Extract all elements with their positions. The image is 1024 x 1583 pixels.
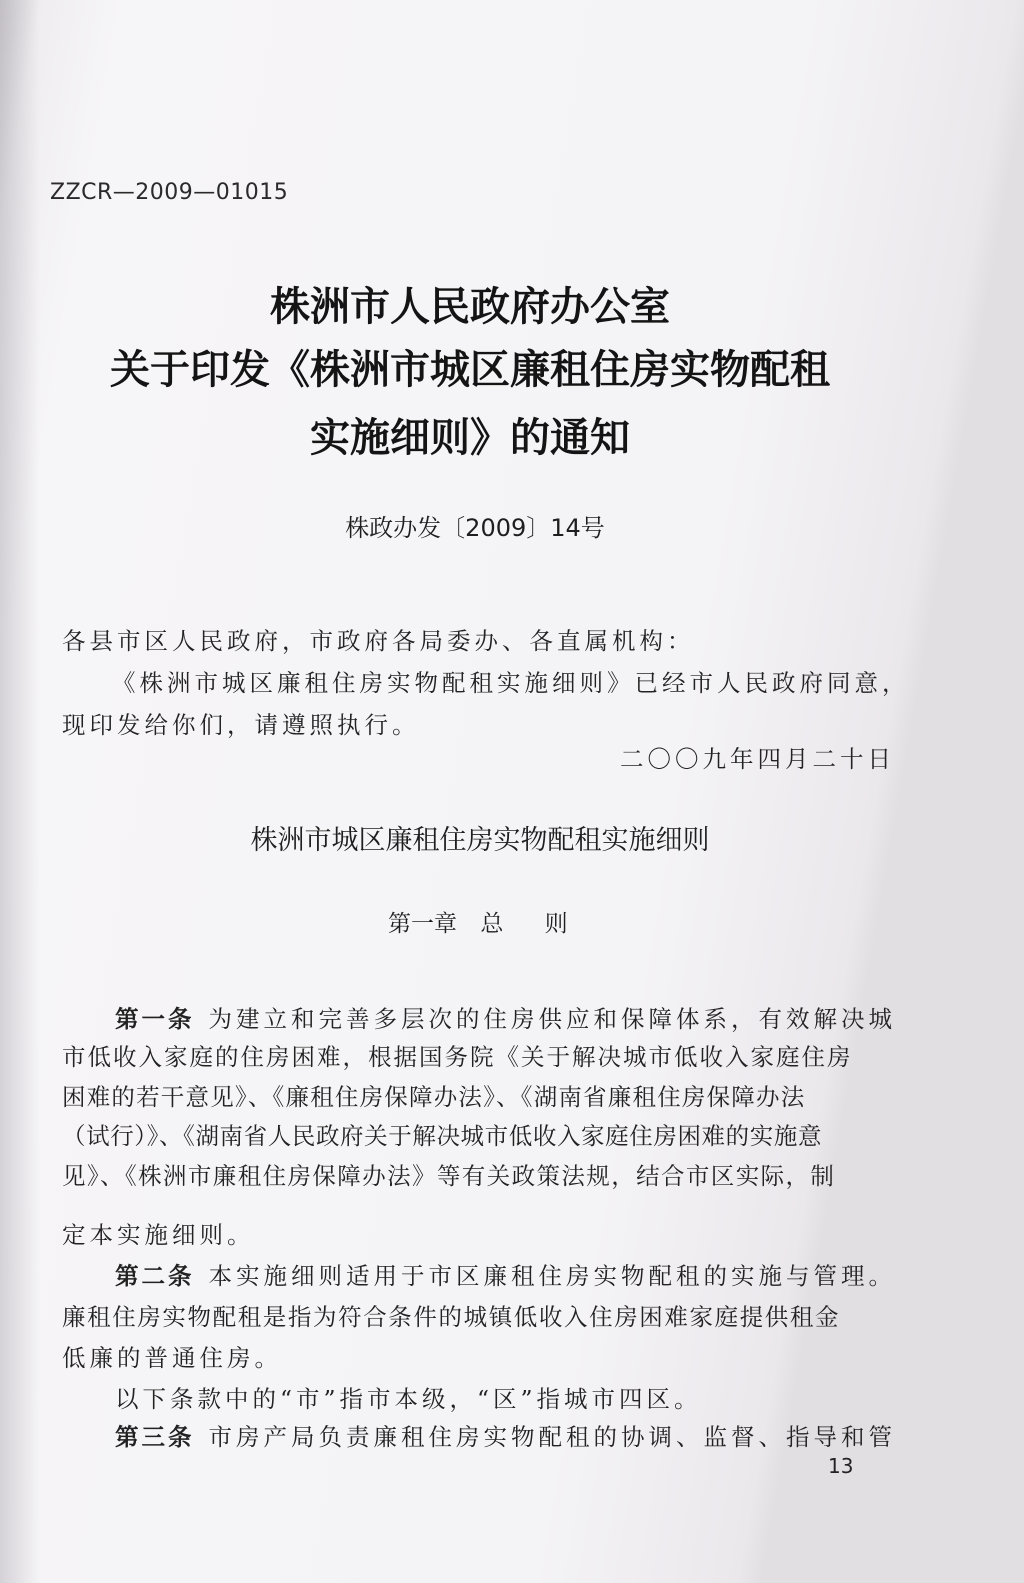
- article-1-line-1: [115, 1000, 896, 1034]
- title-line-2: 关于印发《株洲市城区廉租住房实物配租: [110, 346, 830, 393]
- article-3-label: 第三条: [115, 1423, 195, 1451]
- notice-body-line-1: 《株洲市城区廉租住房实物配租实施细则》已经市人民政府同意，: [112, 669, 910, 697]
- article-3-text-1: 市房产局负责廉租住房实物配租的协调、监督、指导和管: [208, 1423, 896, 1451]
- article-2-line-1: [115, 1257, 896, 1291]
- article-1-label: 第一条: [115, 1005, 195, 1033]
- page-number: 13: [828, 1454, 854, 1478]
- title-line-1: 株洲市人民政府办公室: [270, 283, 670, 330]
- issue-date: 二〇〇九年四月二十日: [620, 745, 895, 773]
- page-shadow: [0, 0, 40, 1583]
- chapter-word-2: 则: [544, 911, 568, 937]
- article-3-line-1: [115, 1418, 896, 1452]
- article-1-line-6: 定本实施细则。: [62, 1221, 255, 1249]
- article-2-label: 第二条: [115, 1262, 195, 1290]
- title-line-3: 实施细则》的通知: [310, 414, 630, 461]
- article-2-line-3: 低廉的普通住房。: [62, 1344, 282, 1372]
- article-2-text-1: 本实施细则适用于市区廉租住房实物配租的实施与管理。: [208, 1262, 896, 1290]
- chapter-number: 第一章: [388, 911, 457, 937]
- addressee: 各县市区人民政府，市政府各局委办、各直属机构：: [62, 627, 695, 655]
- notice-body-line-2: 现印发给你们，请遵照执行。: [62, 711, 420, 739]
- chapter-word-1: 总: [480, 911, 504, 937]
- article-2-line-2: 廉租住房实物配租是指为符合条件的城镇低收入住房困难家庭提供租金: [62, 1303, 841, 1331]
- chapter-heading: [388, 905, 568, 938]
- article-1-text-1: 为建立和完善多层次的住房供应和保障体系，有效解决城: [208, 1005, 896, 1033]
- article-1-line-4: （试行）》、《湖南省人民政府关于解决城市低收入家庭住房困难的实施意: [62, 1122, 823, 1150]
- article-1-line-2: 市低收入家庭的住房困难，根据国务院《关于解决城市低收入家庭住房: [62, 1043, 853, 1071]
- regulation-title: 株洲市城区廉租住房实物配租实施细则: [250, 825, 710, 856]
- article-1-line-5: 见》、《株洲市廉租住房保障办法》等有关政策法规，结合市区实际，制: [62, 1162, 836, 1190]
- article-1-line-3: 困难的若干意见》、《廉租住房保障办法》、《湖南省廉租住房保障办法: [62, 1083, 806, 1111]
- document-code: ZZCR—2009—01015: [50, 180, 289, 205]
- article-2-line-4: 以下条款中的“市”指市本级，“区”指城市四区。: [115, 1385, 702, 1413]
- file-number: 株政办发〔2009〕14号: [345, 514, 605, 542]
